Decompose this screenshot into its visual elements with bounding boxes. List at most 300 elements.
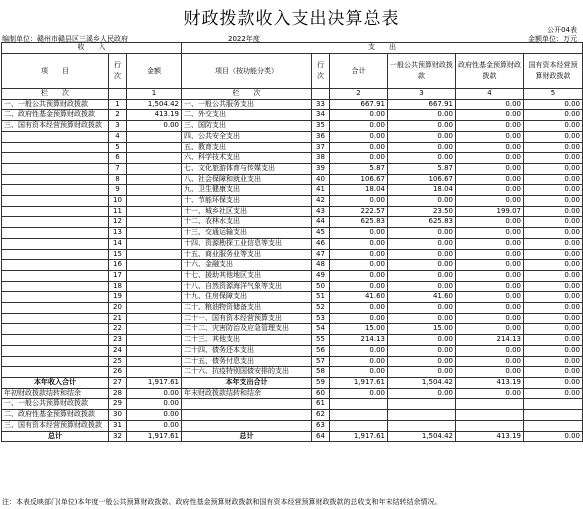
total-cell: 0.00 [330, 313, 388, 324]
total-cell: 0.00 [330, 281, 388, 292]
gov-fund-cell: 0.00 [456, 281, 524, 292]
total-cell: 0.00 [330, 356, 388, 367]
table-row [2, 99, 583, 110]
expense-item-cell: 总计 [182, 431, 312, 442]
expense-row-no-cell: 59 [312, 377, 330, 388]
table-row [2, 399, 583, 410]
income-row-no-cell: 28 [109, 388, 127, 399]
income-amount-cell [127, 185, 182, 196]
general-budget-cell: 0.00 [388, 110, 456, 121]
general-budget-cell: 0.00 [388, 367, 456, 378]
expense-row-no-cell: 40 [312, 174, 330, 185]
expense-item-cell: 二十三、其他支出 [182, 335, 312, 346]
gov-fund-cell: 413.19 [456, 431, 524, 442]
gov-fund-cell: 0.00 [456, 228, 524, 239]
gov-fund-cell: 0.00 [456, 292, 524, 303]
income-row-no-cell: 30 [109, 410, 127, 421]
table-row [2, 431, 583, 442]
state-capital-cell: 0.00 [524, 367, 583, 378]
total-cell: 0.00 [330, 345, 388, 356]
income-row-no-cell: 8 [109, 174, 127, 185]
total-cell: 106.67 [330, 174, 388, 185]
total-cell: 0.00 [330, 110, 388, 121]
general-budget-cell: 41.60 [388, 292, 456, 303]
org-label: 编制单位：赣州市赣县区三溪乡人民政府 [2, 35, 128, 43]
gov-fund-cell: 199.07 [456, 206, 524, 217]
table-row [2, 110, 583, 121]
income-amount-cell [127, 281, 182, 292]
expense-row-no-cell: 48 [312, 260, 330, 271]
expense-item-cell: 三、国防支出 [182, 121, 312, 132]
expense-item-cell: 五、教育支出 [182, 142, 312, 153]
gov-fund-cell: 413.19 [456, 377, 524, 388]
income-item-cell [2, 281, 109, 292]
income-item-cell: 一、一般公共预算财政拨款 [2, 399, 109, 410]
income-item-cell [2, 260, 109, 271]
lanci-label: 栏 次 [2, 89, 109, 100]
expense-row-no-cell: 51 [312, 292, 330, 303]
income-item-cell [2, 303, 109, 314]
report-year: 2022年度 [228, 35, 260, 43]
income-amount-cell [127, 238, 182, 249]
income-item-cell: 二、政府性基金预算财政拨款 [2, 110, 109, 121]
income-amount-cell: 1,917.61 [127, 377, 182, 388]
expense-row-no-cell: 38 [312, 153, 330, 164]
income-item-cell: 二、政府性基金预算财政拨款 [2, 410, 109, 421]
expense-item-cell: 二十六、抗疫特别国债安排的支出 [182, 367, 312, 378]
state-capital-cell: 0.00 [524, 131, 583, 142]
expense-item-cell: 十、节能环保支出 [182, 196, 312, 207]
total-cell: 0.00 [330, 238, 388, 249]
income-row-no-cell: 20 [109, 303, 127, 314]
total-cell: 0.00 [330, 142, 388, 153]
unit-label: 金额单位：万元 [528, 35, 577, 43]
gov-fund-cell: 0.00 [456, 174, 524, 185]
total-cell: 214.13 [330, 335, 388, 346]
table-row [2, 367, 583, 378]
gov-fund-cell: 0.00 [456, 196, 524, 207]
table-row [2, 377, 583, 388]
total-cell: 0.00 [330, 260, 388, 271]
income-amount-cell: 0.00 [127, 121, 182, 132]
gov-fund-cell: 0.00 [456, 270, 524, 281]
general-budget-cell [388, 410, 456, 421]
gov-fund-cell: 0.00 [456, 356, 524, 367]
report-title: 财政拨款收入支出决算总表 [183, 9, 400, 29]
income-item-cell [2, 367, 109, 378]
expense-item-cell [182, 410, 312, 421]
income-row-no-cell: 11 [109, 206, 127, 217]
income-row-no-cell: 15 [109, 249, 127, 260]
gov-fund-cell: 0.00 [456, 367, 524, 378]
expense-row-no-cell: 44 [312, 217, 330, 228]
general-budget-cell [388, 399, 456, 410]
state-capital-cell: 0.00 [524, 292, 583, 303]
expense-row-no-cell: 55 [312, 335, 330, 346]
general-budget-cell: 0.00 [388, 270, 456, 281]
total-header: 合计 [330, 54, 388, 89]
expense-header: 支 出 [182, 43, 583, 54]
gov-fund-cell: 214.13 [456, 335, 524, 346]
total-cell: 0.00 [330, 121, 388, 132]
state-capital-cell: 0.00 [524, 313, 583, 324]
expense-item-cell: 二、外交支出 [182, 110, 312, 121]
total-cell: 0.00 [330, 131, 388, 142]
income-amount-cell: 0.00 [127, 420, 182, 431]
income-row-no-cell: 5 [109, 142, 127, 153]
form-code: 公开04表 [547, 26, 577, 34]
expense-item-cell: 十四、资源勘探工业信息等支出 [182, 238, 312, 249]
gov-fund-cell [456, 410, 524, 421]
financial-table [1, 42, 583, 442]
table-row [2, 324, 583, 335]
expense-item-cell: 二十五、债务付息支出 [182, 356, 312, 367]
amount-header: 金额 [127, 54, 182, 89]
expense-row-no-cell: 42 [312, 196, 330, 207]
income-item-cell [2, 324, 109, 335]
expense-row-no-cell: 35 [312, 121, 330, 132]
total-cell [330, 410, 388, 421]
expense-row-no-cell: 56 [312, 345, 330, 356]
gov-fund-cell: 0.00 [456, 153, 524, 164]
income-item-cell [2, 270, 109, 281]
income-amount-cell [127, 324, 182, 335]
expense-row-no-cell: 53 [312, 313, 330, 324]
total-cell: 41.60 [330, 292, 388, 303]
general-budget-cell: 667.91 [388, 99, 456, 110]
income-item-cell: 总计 [2, 431, 109, 442]
gov-fund-cell: 0.00 [456, 163, 524, 174]
table-row [2, 153, 583, 164]
income-row-no-cell: 29 [109, 399, 127, 410]
income-amount-cell [127, 260, 182, 271]
income-row-no-cell: 19 [109, 292, 127, 303]
general-budget-cell: 0.00 [388, 313, 456, 324]
gov-fund-cell: 0.00 [456, 345, 524, 356]
general-budget-cell: 1,504.42 [388, 431, 456, 442]
income-amount-cell [127, 313, 182, 324]
general-budget-cell: 0.00 [388, 356, 456, 367]
income-row-no-cell: 23 [109, 335, 127, 346]
state-capital-header: 国有资本经营预算财政拨款 [524, 54, 583, 89]
income-row-no-cell: 3 [109, 121, 127, 132]
state-capital-cell: 0.00 [524, 153, 583, 164]
total-cell: 0.00 [330, 196, 388, 207]
income-amount-cell: 413.19 [127, 110, 182, 121]
general-budget-cell: 0.00 [388, 388, 456, 399]
state-capital-cell: 0.00 [524, 185, 583, 196]
gov-fund-cell: 0.00 [456, 249, 524, 260]
state-capital-cell: 0.00 [524, 356, 583, 367]
income-row-no-cell: 22 [109, 324, 127, 335]
row-no-header: 行次 [109, 54, 127, 89]
income-row-no-cell: 32 [109, 431, 127, 442]
state-capital-cell: 0.00 [524, 345, 583, 356]
general-budget-cell: 0.00 [388, 249, 456, 260]
table-row [2, 345, 583, 356]
state-capital-cell [524, 410, 583, 421]
gov-fund-cell: 0.00 [456, 238, 524, 249]
expense-item-cell: 年末财政拨款结转和结余 [182, 388, 312, 399]
income-row-no-cell: 24 [109, 345, 127, 356]
table-row [2, 196, 583, 207]
expense-item-cell: 本年支出合计 [182, 377, 312, 388]
state-capital-cell: 0.00 [524, 99, 583, 110]
total-cell: 0.00 [330, 303, 388, 314]
state-capital-cell: 0.00 [524, 228, 583, 239]
income-amount-cell: 0.00 [127, 410, 182, 421]
total-cell [330, 399, 388, 410]
general-budget-cell: 0.00 [388, 260, 456, 271]
table-row [2, 121, 583, 132]
income-item-cell [2, 217, 109, 228]
income-row-no-cell: 25 [109, 356, 127, 367]
income-amount-cell [127, 249, 182, 260]
table-row [2, 206, 583, 217]
expense-item-cell: 七、文化旅游体育与传媒支出 [182, 163, 312, 174]
expense-row-no-cell: 33 [312, 99, 330, 110]
income-row-no-cell: 26 [109, 367, 127, 378]
expense-item-cell: 十一、城乡社区支出 [182, 206, 312, 217]
income-item-cell [2, 335, 109, 346]
expense-item-cell: 二十一、国有资本经营预算支出 [182, 313, 312, 324]
state-capital-cell [524, 420, 583, 431]
income-item-cell [2, 249, 109, 260]
col-index-4: 4 [456, 89, 524, 100]
gov-fund-cell: 0.00 [456, 217, 524, 228]
general-budget-cell: 0.00 [388, 335, 456, 346]
table-row [2, 185, 583, 196]
state-capital-cell: 0.00 [524, 335, 583, 346]
expense-item-cell: 九、卫生健康支出 [182, 185, 312, 196]
income-row-no-cell: 18 [109, 281, 127, 292]
income-amount-cell [127, 270, 182, 281]
income-row-no-cell: 7 [109, 163, 127, 174]
state-capital-cell: 0.00 [524, 206, 583, 217]
general-budget-cell: 15.00 [388, 324, 456, 335]
table-row [2, 420, 583, 431]
income-item-cell [2, 356, 109, 367]
income-header: 收 入 [2, 43, 182, 54]
income-row-no-cell: 31 [109, 420, 127, 431]
total-cell: 0.00 [330, 388, 388, 399]
income-amount-cell [127, 206, 182, 217]
footnote: 注：本表反映部门(单位)本年度一般公共预算财政拨款、政府性基金预算财政拨款和国有资本经营预算财政拨款的总收支和年末结转结余情况。 [2, 498, 442, 506]
state-capital-cell: 0.00 [524, 217, 583, 228]
expense-item-cell: 四、公共安全支出 [182, 131, 312, 142]
general-budget-cell: 0.00 [388, 345, 456, 356]
col-index-3: 3 [388, 89, 456, 100]
general-budget-cell: 106.67 [388, 174, 456, 185]
total-cell: 5.87 [330, 163, 388, 174]
income-row-no-cell: 6 [109, 153, 127, 164]
expense-row-no-cell: 43 [312, 206, 330, 217]
table-row [2, 131, 583, 142]
income-amount-cell [127, 292, 182, 303]
expense-row-no-cell: 50 [312, 281, 330, 292]
income-item-cell: 本年收入合计 [2, 377, 109, 388]
expense-row-no-cell: 61 [312, 399, 330, 410]
income-item-cell [2, 163, 109, 174]
income-item-cell [2, 185, 109, 196]
income-row-no-cell: 17 [109, 270, 127, 281]
table-row [2, 174, 583, 185]
general-budget-cell: 18.04 [388, 185, 456, 196]
income-item-cell [2, 206, 109, 217]
income-row-no-cell: 12 [109, 217, 127, 228]
table-row [2, 388, 583, 399]
state-capital-cell: 0.00 [524, 431, 583, 442]
expense-row-no-cell: 58 [312, 367, 330, 378]
total-cell [330, 420, 388, 431]
row-no-header-right: 行次 [312, 54, 330, 89]
state-capital-cell: 0.00 [524, 260, 583, 271]
total-cell: 0.00 [330, 270, 388, 281]
expense-item-cell: 二十、粮油物资储备支出 [182, 303, 312, 314]
general-budget-cell: 0.00 [388, 238, 456, 249]
expense-row-no-cell: 47 [312, 249, 330, 260]
income-item-cell [2, 238, 109, 249]
income-amount-cell [127, 217, 182, 228]
expense-item-cell: 十二、农林水支出 [182, 217, 312, 228]
table-row [2, 292, 583, 303]
lanci-label-right: 栏 次 [182, 89, 312, 100]
income-amount-cell [127, 367, 182, 378]
expense-row-no-cell: 45 [312, 228, 330, 239]
total-cell: 1,917.61 [330, 377, 388, 388]
state-capital-cell: 0.00 [524, 281, 583, 292]
expense-item-cell [182, 399, 312, 410]
general-budget-cell: 0.00 [388, 131, 456, 142]
income-amount-cell [127, 142, 182, 153]
col-index-5: 5 [524, 89, 583, 100]
expense-item-cell: 二十二、灾害防治及应急管理支出 [182, 324, 312, 335]
table-row [2, 281, 583, 292]
expense-row-no-cell: 62 [312, 410, 330, 421]
expense-row-no-cell: 57 [312, 356, 330, 367]
income-item-cell: 年初财政拨款结转和结余 [2, 388, 109, 399]
income-amount-cell: 1,504.42 [127, 99, 182, 110]
state-capital-cell: 0.00 [524, 270, 583, 281]
income-item-cell [2, 153, 109, 164]
table-row [2, 238, 583, 249]
gov-fund-cell: 0.00 [456, 185, 524, 196]
total-cell: 0.00 [330, 153, 388, 164]
expense-row-no-cell: 54 [312, 324, 330, 335]
gov-fund-cell [456, 420, 524, 431]
income-item-cell [2, 345, 109, 356]
income-amount-cell [127, 356, 182, 367]
general-budget-cell: 5.87 [388, 163, 456, 174]
income-amount-cell: 0.00 [127, 399, 182, 410]
state-capital-cell: 0.00 [524, 249, 583, 260]
gov-fund-cell: 0.00 [456, 303, 524, 314]
expense-row-no-cell: 63 [312, 420, 330, 431]
general-budget-cell: 0.00 [388, 196, 456, 207]
state-capital-cell: 0.00 [524, 163, 583, 174]
gov-fund-cell [456, 399, 524, 410]
expense-row-no-cell: 36 [312, 131, 330, 142]
income-amount-cell [127, 153, 182, 164]
general-budget-cell: 23.50 [388, 206, 456, 217]
table-row [2, 270, 583, 281]
func-item-header: 项目（按功能分类） [182, 54, 312, 89]
total-cell: 0.00 [330, 367, 388, 378]
total-cell: 222.57 [330, 206, 388, 217]
expense-row-no-cell: 34 [312, 110, 330, 121]
expense-item-cell: 十五、商业服务业等支出 [182, 249, 312, 260]
total-cell: 0.00 [330, 249, 388, 260]
state-capital-cell: 0.00 [524, 388, 583, 399]
expense-item-cell: 十三、交通运输支出 [182, 228, 312, 239]
table-row [2, 303, 583, 314]
income-amount-cell [127, 228, 182, 239]
general-budget-cell: 1,504.42 [388, 377, 456, 388]
gov-fund-cell: 0.00 [456, 121, 524, 132]
income-item-cell [2, 142, 109, 153]
table-row [2, 356, 583, 367]
gov-fund-cell: 0.00 [456, 388, 524, 399]
expense-item-cell [182, 420, 312, 431]
total-cell: 18.04 [330, 185, 388, 196]
income-amount-cell [127, 131, 182, 142]
income-amount-cell [127, 174, 182, 185]
income-item-cell: 一、一般公共预算财政拨款 [2, 99, 109, 110]
general-budget-cell: 0.00 [388, 281, 456, 292]
general-budget-cell: 0.00 [388, 303, 456, 314]
expense-row-no-cell: 41 [312, 185, 330, 196]
expense-row-no-cell: 49 [312, 270, 330, 281]
general-budget-cell: 0.00 [388, 121, 456, 132]
expense-item-cell: 十七、援助其他地区支出 [182, 270, 312, 281]
gov-fund-cell: 0.00 [456, 110, 524, 121]
gov-fund-cell: 0.00 [456, 142, 524, 153]
income-row-no-cell: 27 [109, 377, 127, 388]
total-cell: 625.83 [330, 217, 388, 228]
income-amount-cell: 0.00 [127, 388, 182, 399]
income-item-cell: 三、国有资本经营预算财政拨款 [2, 420, 109, 431]
expense-item-cell: 十六、金融支出 [182, 260, 312, 271]
table-row [2, 410, 583, 421]
expense-row-no-cell: 37 [312, 142, 330, 153]
income-item-cell [2, 196, 109, 207]
expense-row-no-cell: 60 [312, 388, 330, 399]
general-budget-cell: 0.00 [388, 153, 456, 164]
col-index-2: 2 [330, 89, 388, 100]
expense-row-no-cell: 46 [312, 238, 330, 249]
total-cell: 15.00 [330, 324, 388, 335]
income-amount-cell [127, 335, 182, 346]
state-capital-cell: 0.00 [524, 110, 583, 121]
income-item-cell: 三、国有资本经营预算财政拨款 [2, 121, 109, 132]
income-amount-cell [127, 345, 182, 356]
total-cell: 667.91 [330, 99, 388, 110]
income-row-no-cell: 16 [109, 260, 127, 271]
total-cell: 0.00 [330, 228, 388, 239]
total-cell: 1,917.61 [330, 431, 388, 442]
table-row [2, 228, 583, 239]
state-capital-cell [524, 399, 583, 410]
expense-item-cell: 一、一般公共服务支出 [182, 99, 312, 110]
general-budget-header: 一般公共预算财政拨款 [388, 54, 456, 89]
general-budget-cell [388, 420, 456, 431]
state-capital-cell: 0.00 [524, 142, 583, 153]
income-amount-cell [127, 303, 182, 314]
income-amount-cell [127, 163, 182, 174]
gov-fund-cell: 0.00 [456, 313, 524, 324]
table-row [2, 217, 583, 228]
expense-item-cell: 二十四、债务还本支出 [182, 345, 312, 356]
